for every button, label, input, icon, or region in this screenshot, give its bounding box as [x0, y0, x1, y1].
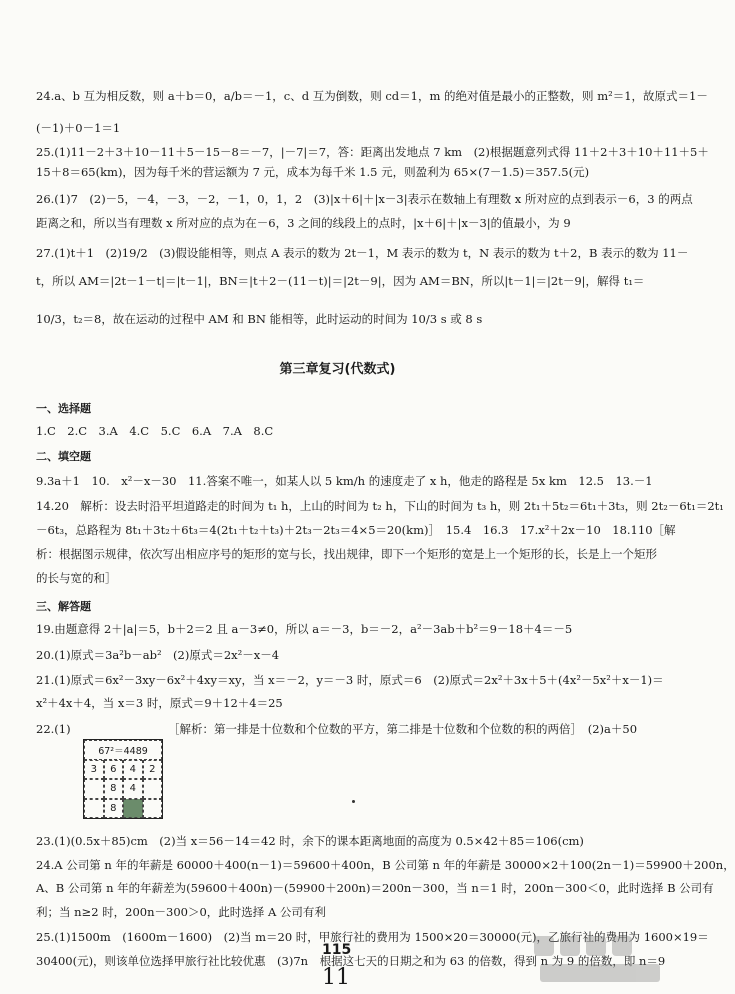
- section-heading-solve: 三、解答题: [36, 600, 91, 613]
- ink-dot: [352, 800, 355, 803]
- grid-cell: [143, 799, 163, 819]
- section-heading-choice: 一、选择题: [36, 402, 91, 415]
- fill-line: －6t₃，总路程为 8t₁＋3t₂＋6t₃＝4(2t₁＋t₂＋t₃)＋2t₃－2t₃＝4×5＝20(km)］ 15.4 16.3 17.x²＋2x－10 18.110［解: [36, 523, 676, 537]
- grid-cell: [84, 779, 104, 799]
- solve-line: 24.A 公司第 n 年的年薪是 60000＋400(n－1)＝59600＋400n，B 公司第 n 年的年薪是 30000×2＋100(2n－1)＝59900＋200n，: [36, 858, 735, 872]
- solve-line: 19.由题意得 2＋|a|＝5，b＋2＝2 且 a－3≠0，所以 a＝－3，b＝－2，a²－3ab＋b²＝9－18＋4＝－5: [36, 622, 573, 636]
- handwritten-mark: 11: [322, 965, 350, 990]
- solve-line: ［解析：第一排是十位数和个位数的平方，第二排是十位数和个位数的积的两倍］ (2)a＋50: [168, 722, 638, 736]
- solve-line: 25.(1)1500m (1600m－1600) (2)当 m＝20 时，甲旅行社的费用为 1500×20＝30000(元)，乙旅行社的费用为 1600×19＝: [36, 930, 709, 944]
- grid-cell-shaded: [123, 799, 143, 819]
- fill-line: 的长与宽的和］: [36, 571, 117, 585]
- solve-line: 22.(1): [36, 722, 71, 736]
- grid-cell: 8: [104, 799, 124, 819]
- choice-answers: 1.C 2.C 3.A 4.C 5.C 6.A 7.A 8.C: [36, 424, 274, 438]
- watermark-logo: [530, 930, 670, 990]
- answer-line: 15＋8＝65(km)，因为每千米的营运额为 7 元，成本为每千米 1.5 元，则盈利为 65×(7－1.5)＝357.5(元): [36, 165, 590, 179]
- answer-line: t，所以 AM＝|2t－1－t|＝|t－1|，BN＝|t＋2－(11－t)|＝|2t－9|，因为 AM＝BN，所以|t－1|＝|2t－9|，解得 t₁＝: [36, 274, 645, 288]
- grid-cell: 6: [104, 760, 124, 780]
- grid-cell: 2: [143, 760, 163, 780]
- grid-cell: 4: [123, 760, 143, 780]
- grid-cell: 3: [84, 760, 104, 780]
- answer-line: 27.(1)t＋1 (2)19/2 (3)假设能相等，则点 A 表示的数为 2t－1，M 表示的数为 t，N 表示的数为 t＋2，B 表示的数为 11－: [36, 246, 689, 260]
- chapter-title: 第三章复习(代数式): [279, 362, 396, 377]
- solve-line: 利；当 n≥2 时，200n－300＞0，此时选择 A 公司有利: [36, 905, 326, 919]
- grid-cell: 67²＝4489: [84, 740, 162, 760]
- answer-line: 24.a、b 互为相反数，则 a＋b＝0，a/b＝－1，c、d 互为倒数，则 cd＝1，m 的绝对值是最小的正整数，则 m²＝1，故原式＝1－: [36, 89, 708, 103]
- grid-cell: [84, 799, 104, 819]
- solve-line: A、B 公司第 n 年的年薪差为(59600＋400n)－(59900＋200n)＝200n－300，当 n＝1 时，200n－300＜0，此时选择 B 公司有: [36, 881, 714, 895]
- solve-line: 21.(1)原式＝6x²－3xy－6x²＋4xy＝xy，当 x＝－2，y＝－3 时，原式＝6 (2)原式＝2x²＋3x＋5＋(4x²－5x²＋x－1)＝: [36, 673, 664, 687]
- answer-line: 26.(1)7 (2)－5，－4，－3，－2，－1，0，1，2 (3)|x＋6|＋|x－3|表示在数轴上有理数 x 所对应的点到表示－6，3 的两点: [36, 192, 693, 206]
- solve-line: 23.(1)(0.5x＋85)cm (2)当 x＝56－14＝42 时，余下的课本距离地面的高度为 0.5×42＋85＝106(cm): [36, 834, 584, 848]
- grid-cell: 4: [123, 779, 143, 799]
- solve-line: x²＋4x＋4，当 x＝3 时，原式＝9＋12＋4＝25: [36, 696, 283, 710]
- answer-line: 距离之和，所以当有理数 x 所对应的点为在－6，3 之间的线段上的点时，|x＋6|＋|x－3|的值最小，为 9: [36, 216, 571, 230]
- answer-line: 25.(1)11－2＋3＋10－11＋5－15－8＝－7，|－7|＝7，答：距离出发地点 7 km (2)根据题意列式得 11＋2＋3＋10＋11＋5＋: [36, 145, 709, 159]
- grid-cell: 8: [104, 779, 124, 799]
- page-number: 115: [322, 942, 352, 958]
- answer-line: (－1)＋0－1＝1: [36, 121, 121, 135]
- fill-line: 9.3a＋1 10. x²－x－30 11.答案不唯一，如某人以 5 km/h 的速度走了 x h，他走的路程是 5x km 12.5 13.－1: [36, 474, 653, 488]
- solve-line: 20.(1)原式＝3a²b－ab² (2)原式＝2x²－x－4: [36, 648, 280, 662]
- grid-cell: [143, 779, 163, 799]
- fill-line: 14.20 解析：设去时沿平坦道路走的时间为 t₁ h，上山的时间为 t₂ h，下山的时间为 t₃ h，则 2t₁＋5t₂＝6t₁＋3t₃，则 2t₂－6t₁＝2t₁: [36, 499, 724, 513]
- fill-line: 析：根据图示规律，依次写出相应序号的矩形的宽与长，找出规律，即下一个矩形的宽是上一个矩形的长，长是上一个矩形: [36, 547, 657, 561]
- solve-line: 30400(元)，则该单位选择甲旅行社比较优惠 (3)7n 根据这七天的日期之和为 63 的倍数，得到 n 为 9 的倍数，即 n＝9: [36, 954, 666, 968]
- answer-line: 10/3，t₂＝8，故在运动的过程中 AM 和 BN 能相等，此时运动的时间为 10/3 s 或 8 s: [36, 312, 483, 326]
- number-grid: [83, 739, 163, 819]
- section-heading-fill: 二、填空题: [36, 450, 91, 463]
